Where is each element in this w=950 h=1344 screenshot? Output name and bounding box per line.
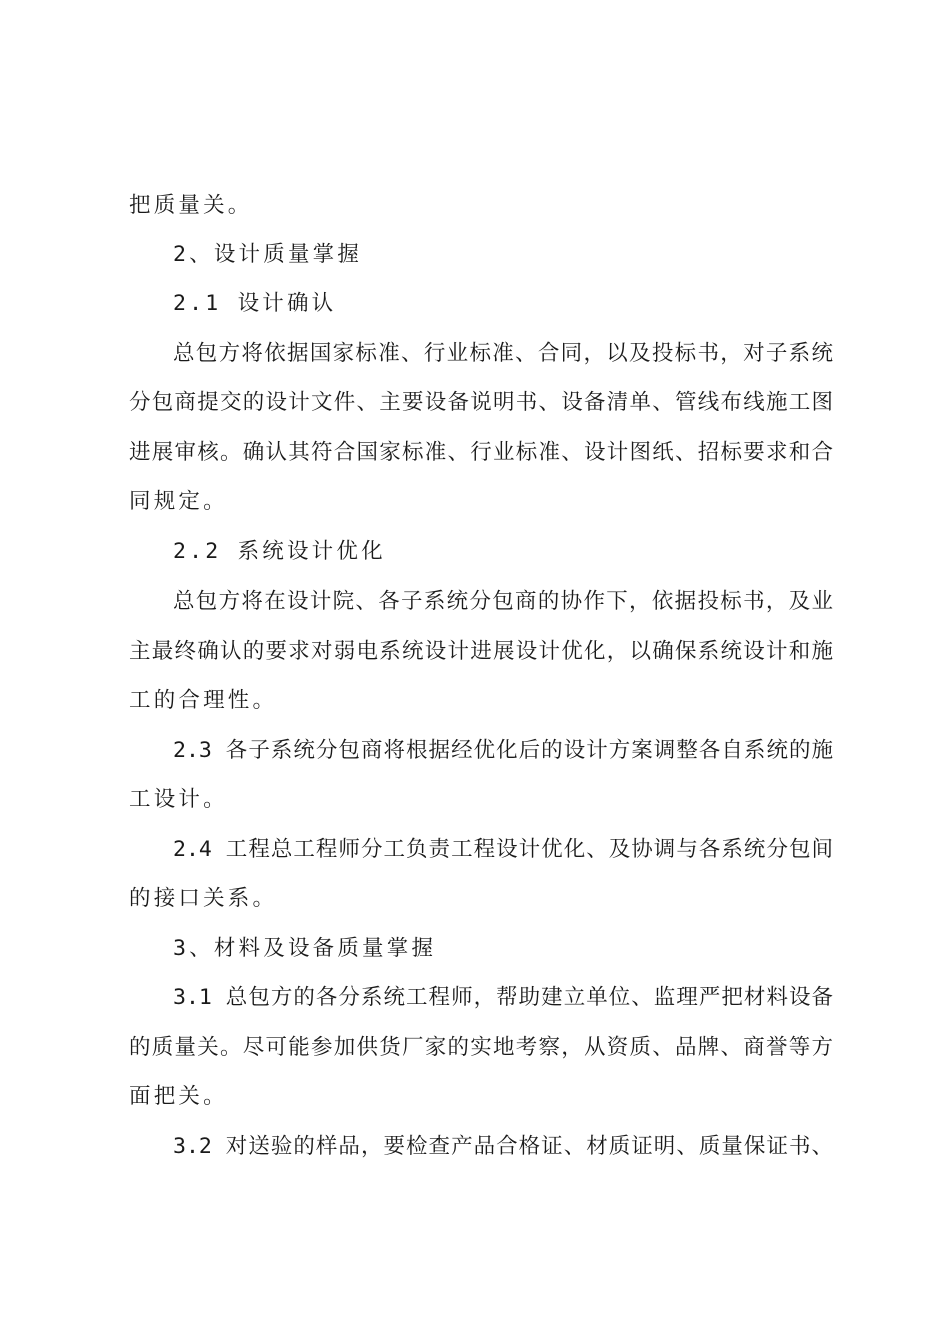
text-line: 的质量关。尽可能参加供货厂家的实地考察，从资质、品牌、商誉等方 xyxy=(129,1035,833,1060)
text-line: 分包商提交的设计文件、主要设备说明书、设备清单、管线布线施工图 xyxy=(129,390,833,415)
text-line: 2.3 各子系统分包商将根据经优化后的设计方案调整各自系统的施 xyxy=(173,738,833,763)
text-line: 3.1 总包方的各分系统工程师，帮助建立单位、监理严把材料设备 xyxy=(173,985,833,1010)
text-line: 同规定。 xyxy=(129,489,228,514)
text-line: 总包方将依据国家标准、行业标准、合同，以及投标书，对子系统 xyxy=(173,341,833,366)
text-line: 把质量关。 xyxy=(129,193,253,218)
section-heading: 2、设计质量掌握 xyxy=(173,242,363,267)
section-heading: 3、材料及设备质量掌握 xyxy=(173,936,437,961)
text-line: 进展审核。确认其符合国家标准、行业标准、设计图纸、招标要求和合 xyxy=(129,440,833,465)
text-line: 总包方将在设计院、各子系统分包商的协作下，依据投标书，及业 xyxy=(173,589,833,614)
text-line: 工的合理性。 xyxy=(129,688,278,713)
subsection-heading: 2.1 设计确认 xyxy=(173,291,337,316)
text-line: 的接口关系。 xyxy=(129,886,278,911)
subsection-heading: 2.2 系统设计优化 xyxy=(173,539,386,564)
text-line: 工设计。 xyxy=(129,787,228,812)
text-line: 3.2 对送验的样品，要检查产品合格证、材质证明、质量保证书、 xyxy=(173,1134,833,1159)
text-line: 2.4 工程总工程师分工负责工程设计优化、及协调与各系统分包间 xyxy=(173,837,833,862)
text-line: 主最终确认的要求对弱电系统设计进展设计优化，以确保系统设计和施 xyxy=(129,639,833,664)
text-line: 面把关。 xyxy=(129,1084,228,1109)
